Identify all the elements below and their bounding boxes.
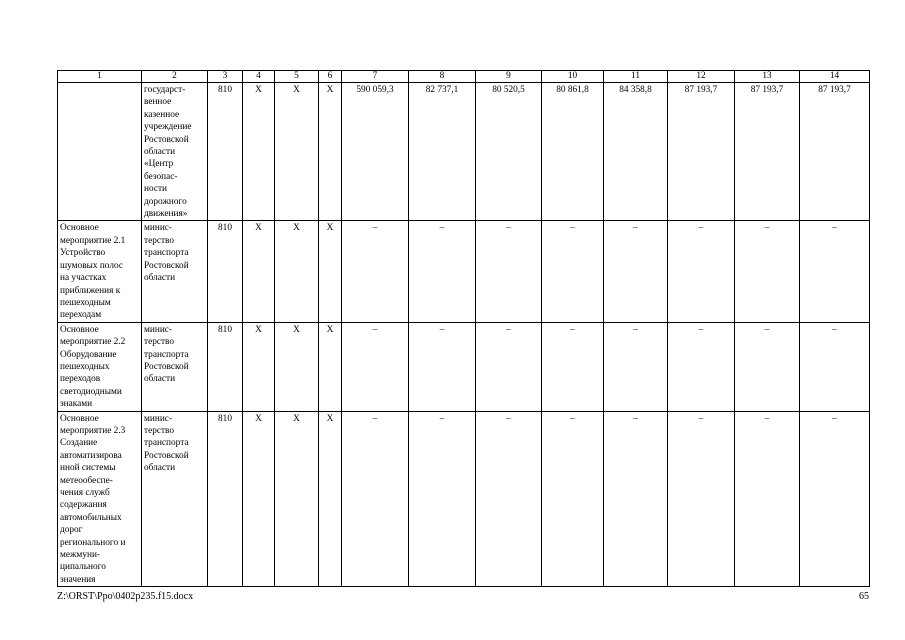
activity-name-line: знаками	[60, 399, 93, 410]
executor-line: движения»	[144, 209, 188, 220]
footer-file-path: Z:\ORST\Ppo\0402p235.f15.docx	[57, 591, 194, 602]
table-cell: 810	[208, 411, 243, 587]
executor-line: области	[144, 273, 176, 284]
executor-line: учреждение	[144, 122, 192, 133]
activity-name-line: дорог	[60, 525, 83, 536]
table-cell: 84 358,8	[604, 83, 668, 221]
activity-name-line: пешеходным	[60, 297, 111, 308]
column-number-cell: 2	[142, 71, 208, 83]
column-number-cell: 8	[409, 71, 476, 83]
activity-name-line: светодиодными	[60, 386, 122, 397]
executor-cell	[142, 411, 208, 587]
executor-line: Ростовской	[144, 450, 189, 461]
column-number-cell: 13	[735, 71, 800, 83]
table-cell: 810	[208, 221, 243, 322]
table-cell: –	[604, 322, 668, 411]
table-cell: Х	[243, 411, 275, 587]
table-cell: –	[668, 221, 735, 322]
activity-name-line: шумовых полос	[60, 260, 123, 271]
activity-name-cell	[58, 83, 142, 221]
column-number-cell: 14	[800, 71, 870, 83]
executor-line: минис-	[144, 324, 173, 335]
activity-name-line: пешеходных	[60, 361, 110, 372]
table-cell: Х	[243, 322, 275, 411]
activity-name-line: мероприятие 2.2	[60, 337, 126, 348]
column-number-cell: 4	[243, 71, 275, 83]
executor-line: Ростовской	[144, 260, 189, 271]
activity-name-line: межмуни-	[60, 550, 101, 561]
activity-name-line: Основное	[60, 413, 99, 424]
table-cell: –	[735, 411, 800, 587]
activity-name-line: нной системы	[60, 463, 116, 474]
activity-name-line: Создание	[60, 438, 98, 449]
activity-name-line: Основное	[60, 223, 99, 234]
table-cell: 87 193,7	[735, 83, 800, 221]
column-number-cell: 9	[476, 71, 542, 83]
executor-line: венное	[144, 97, 172, 108]
table-row	[58, 221, 870, 322]
table-cell: –	[476, 411, 542, 587]
table-cell: Х	[275, 83, 319, 221]
activity-name-line: метеообеспе-	[60, 475, 113, 486]
activity-name-line: переходов	[60, 374, 101, 385]
activity-name-line: переходам	[60, 310, 102, 321]
table-cell: –	[604, 411, 668, 587]
activity-name-line: автоматизирова	[60, 450, 122, 461]
table-cell: –	[342, 221, 409, 322]
table-cell: 82 737,1	[409, 83, 476, 221]
activity-name-line: чения служб	[60, 488, 110, 498]
executor-line: области	[144, 147, 176, 158]
column-number-cell: 3	[208, 71, 243, 83]
executor-line: области	[144, 374, 176, 385]
executor-cell	[142, 221, 208, 322]
activity-name-cell	[58, 322, 142, 411]
executor-line: Ростовской	[144, 134, 189, 145]
table-cell: –	[409, 411, 476, 587]
table-cell: 810	[208, 322, 243, 411]
table-cell: Х	[275, 221, 319, 322]
executor-line: транспорта	[144, 248, 189, 259]
table-cell: –	[800, 322, 870, 411]
executor-line: терство	[144, 337, 175, 348]
table-cell: –	[542, 322, 604, 411]
table-cell: –	[542, 221, 604, 322]
activity-name-line: мероприятие 2.1	[60, 235, 126, 246]
table-cell: 590 059,3	[342, 83, 409, 221]
column-number-header	[58, 71, 870, 83]
activity-name-line: приближения к	[60, 285, 121, 296]
table-cell: Х	[319, 411, 342, 587]
executor-line: казенное	[144, 109, 180, 120]
activity-name-line: Оборудование	[60, 349, 117, 360]
table-cell: –	[342, 411, 409, 587]
table-cell: –	[342, 322, 409, 411]
budget-table	[57, 70, 870, 587]
table-cell: –	[668, 322, 735, 411]
executor-line: минис-	[144, 413, 173, 424]
column-number-cell: 10	[542, 71, 604, 83]
table-cell: 80 861,8	[542, 83, 604, 221]
table-cell: –	[542, 411, 604, 587]
table-row	[58, 322, 870, 411]
activity-name-cell	[58, 221, 142, 322]
executor-line: государст-	[144, 85, 186, 95]
table-cell: Х	[243, 221, 275, 322]
table-cell: –	[735, 221, 800, 322]
executor-line: терство	[144, 425, 175, 436]
column-number-cell: 1	[58, 71, 142, 83]
activity-name-line: Основное	[60, 324, 99, 335]
table-cell: Х	[275, 411, 319, 587]
executor-line: безопас-	[144, 171, 178, 182]
column-number-cell: 5	[275, 71, 319, 83]
table-cell: 87 193,7	[668, 83, 735, 221]
table-cell: 810	[208, 83, 243, 221]
table-cell: –	[409, 221, 476, 322]
executor-cell	[142, 322, 208, 411]
table-cell: –	[604, 221, 668, 322]
executor-line: дорожного	[144, 196, 187, 207]
activity-name-cell	[58, 411, 142, 587]
table-cell: Х	[243, 83, 275, 221]
column-number-cell: 12	[668, 71, 735, 83]
column-number-cell: 7	[342, 71, 409, 83]
activity-name-line: значения	[60, 574, 96, 585]
column-number-cell: 6	[319, 71, 342, 83]
executor-line: «Центр	[144, 159, 174, 170]
table-cell: –	[800, 411, 870, 587]
executor-line: ности	[144, 184, 168, 195]
activity-name-line: регионального и	[60, 537, 126, 548]
executor-line: транспорта	[144, 438, 189, 449]
activity-name-line: мероприятие 2.3	[60, 425, 126, 436]
table-cell: –	[800, 221, 870, 322]
activity-name-line: на участках	[60, 273, 107, 284]
table-cell: –	[735, 322, 800, 411]
table-cell: 80 520,5	[476, 83, 542, 221]
executor-line: области	[144, 463, 176, 474]
executor-cell	[142, 83, 208, 221]
table-cell: Х	[275, 322, 319, 411]
executor-line: терство	[144, 235, 175, 246]
table-cell: –	[476, 322, 542, 411]
activity-name-line: автомобильных	[60, 512, 122, 523]
executor-line: Ростовской	[144, 361, 189, 372]
table-row	[58, 83, 870, 221]
table-row	[58, 411, 870, 587]
footer-page-number: 65	[859, 591, 869, 602]
table-cell: 87 193,7	[800, 83, 870, 221]
executor-line: минис-	[144, 223, 173, 234]
table-cell: Х	[319, 83, 342, 221]
table-cell: Х	[319, 221, 342, 322]
table-cell: –	[476, 221, 542, 322]
table-cell: –	[409, 322, 476, 411]
activity-name-line: ципального	[60, 562, 106, 573]
activity-name-line: Устройство	[60, 248, 106, 259]
executor-line: транспорта	[144, 349, 189, 360]
table-cell: –	[668, 411, 735, 587]
table-cell: Х	[319, 322, 342, 411]
activity-name-line: содержания	[60, 500, 107, 511]
column-number-cell: 11	[604, 71, 668, 83]
